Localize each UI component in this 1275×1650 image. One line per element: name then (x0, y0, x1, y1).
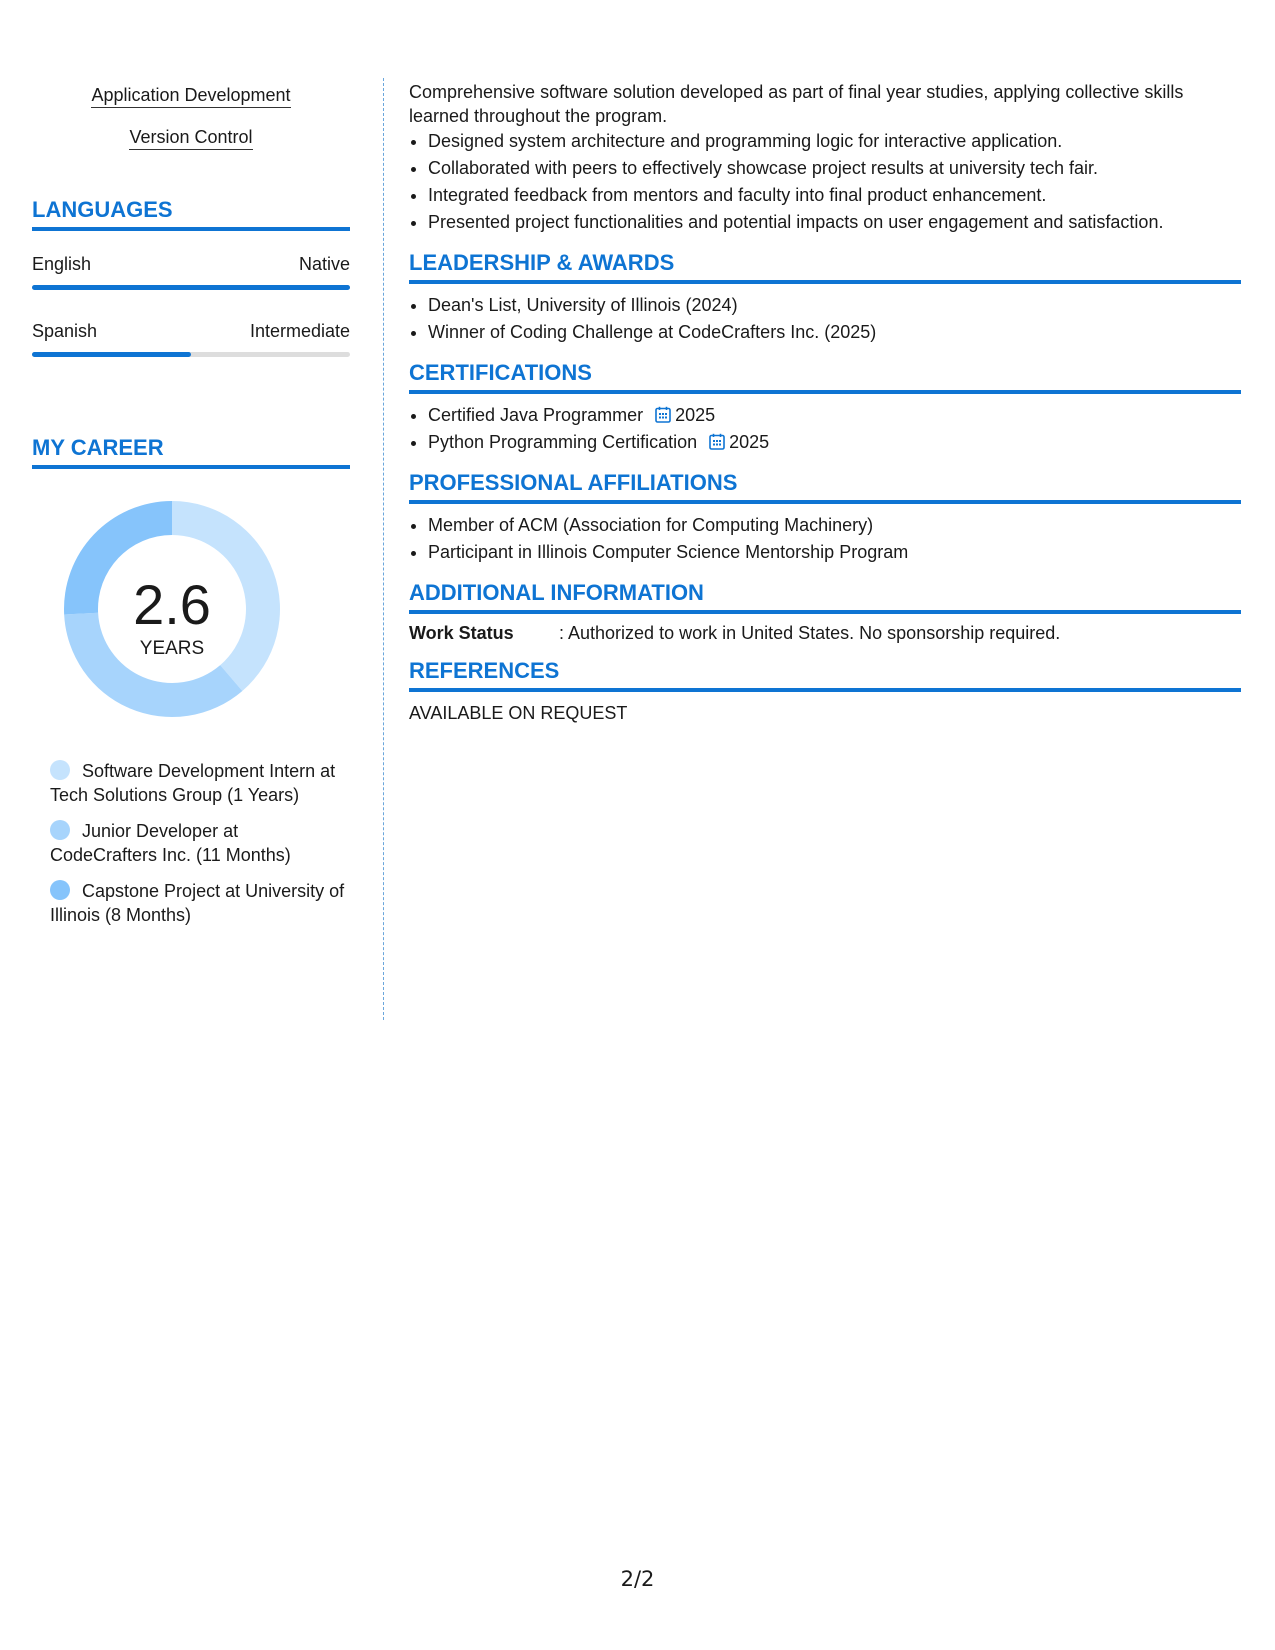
language-item (32, 320, 350, 357)
language-level: Native (298, 254, 350, 274)
career-total-value: 2.6 (133, 573, 211, 636)
main-content (409, 80, 1241, 724)
career-total-unit: YEARS (139, 638, 205, 659)
list-item: • Collaborated with peers to effectively showcase project results at university tech fair. (428, 155, 1241, 182)
list-item: • Dean's List, University of Illinois (2024) (428, 292, 1241, 319)
certifications-title: CERTIFICATIONS (409, 360, 1241, 394)
list-item: • Integrated feedback from mentors and faculty into final product enhancement. (428, 182, 1241, 209)
list-item (428, 402, 1241, 429)
certification-name: Python Programming Certification (428, 432, 698, 452)
language-item (32, 253, 350, 290)
list-item (428, 429, 1241, 456)
list-item: • Participant in Illinois Computer Science Mentorship Program (428, 539, 1241, 566)
legend-label: Software Development Intern at Tech Solutions Group (1 Years) (50, 761, 336, 805)
skill-item: Application Development (91, 84, 290, 108)
skill-item: Version Control (129, 126, 252, 150)
language-name: Spanish (32, 321, 98, 341)
additional-title: ADDITIONAL INFORMATION (409, 580, 1241, 614)
certification-year: 2025 (729, 432, 770, 452)
sidebar (32, 78, 350, 927)
languages-title: LANGUAGES (32, 197, 350, 231)
project-summary: Comprehensive software solution developed as part of final year studies, applying collective skills learned throughout the program. (409, 82, 1184, 126)
skills-list (32, 84, 350, 150)
work-status-row (409, 622, 1241, 644)
list-item: • Designed system architecture and programming logic for interactive application. (428, 128, 1241, 155)
leadership-section (409, 250, 1241, 346)
language-name: English (32, 254, 92, 274)
legend-dot-icon (50, 880, 70, 900)
language-bar-fill (32, 285, 350, 290)
language-level: Intermediate (249, 321, 350, 341)
list-item: • Member of ACM (Association for Computing Machinery) (428, 512, 1241, 539)
language-bar (32, 352, 350, 357)
certification-year: 2025 (675, 405, 716, 425)
page-number: 2/2 (620, 1567, 655, 1591)
additional-section (409, 580, 1241, 644)
legend-item (32, 759, 350, 807)
legend-item (32, 819, 350, 867)
languages-section (32, 197, 350, 357)
references-text: AVAILABLE ON REQUEST (409, 703, 628, 723)
certifications-section (409, 360, 1241, 456)
list-item: • Presented project functionalities and potential impacts on user engagement and satisfaction. (428, 209, 1241, 236)
references-section (409, 658, 1241, 724)
career-section (32, 435, 350, 927)
certifications-list (409, 402, 1241, 456)
list-item: • Winner of Coding Challenge at CodeCrafters Inc. (2025) (428, 319, 1241, 346)
calendar-icon (655, 406, 671, 423)
language-bar (32, 285, 350, 290)
project-bullets (409, 128, 1241, 236)
affiliations-section (409, 470, 1241, 566)
affiliations-list (409, 512, 1241, 566)
language-bar-fill (32, 352, 191, 357)
calendar-icon (709, 433, 725, 450)
career-title: MY CAREER (32, 435, 350, 469)
career-legend (32, 759, 350, 927)
column-divider (383, 78, 384, 1020)
references-title: REFERENCES (409, 658, 1241, 692)
legend-dot-icon (50, 760, 70, 780)
leadership-list (409, 292, 1241, 346)
legend-label: Junior Developer at CodeCrafters Inc. (11 Months) (50, 821, 291, 865)
legend-label: Capstone Project at University of Illinois (8 Months) (50, 881, 345, 925)
career-chart (32, 489, 350, 729)
certification-name: Certified Java Programmer (428, 405, 644, 425)
affiliations-title: PROFESSIONAL AFFILIATIONS (409, 470, 1241, 504)
work-status-label: Work Status (409, 623, 514, 643)
legend-item (32, 879, 350, 927)
work-status-value: : Authorized to work in United States. No sponsorship required. (559, 623, 1061, 643)
legend-dot-icon (50, 820, 70, 840)
leadership-title: LEADERSHIP & AWARDS (409, 250, 1241, 284)
project-section (409, 80, 1241, 236)
